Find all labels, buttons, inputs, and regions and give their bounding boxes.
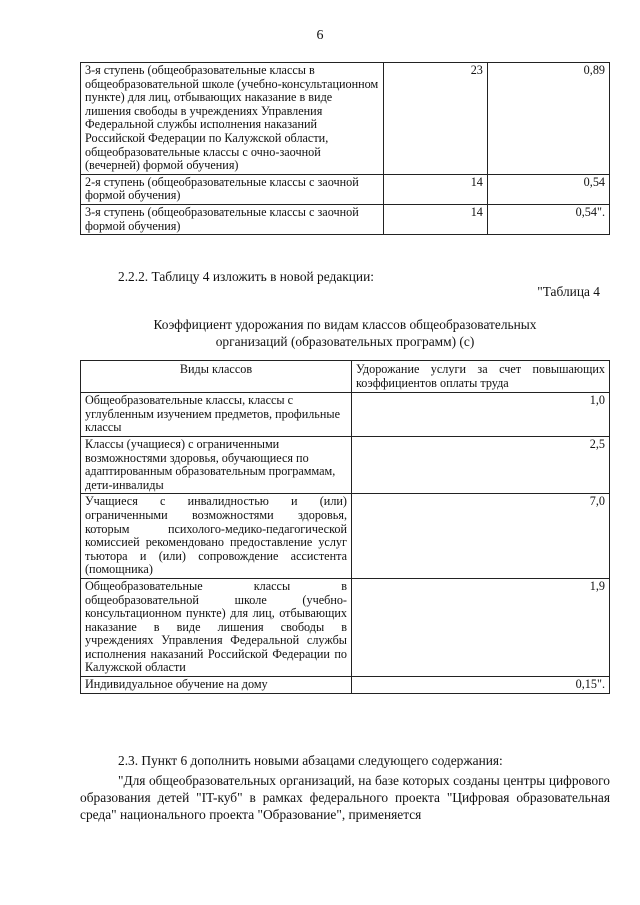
table-label: "Таблица 4 [537,284,600,299]
coefficient-cell: 7,0 [352,494,610,579]
table-row [81,393,610,437]
steps-table [80,62,610,235]
table-row [81,63,610,175]
table-row [81,677,610,694]
coefficient-cell: 0,15". [352,677,610,694]
table-row [81,494,610,579]
table-title [80,316,610,350]
page-number: 6 [316,28,324,43]
table-row [81,578,610,676]
table-row [81,204,610,234]
table-row [81,174,610,204]
row-number: 14 [383,204,487,234]
row-coefficient: 0,54". [487,204,609,234]
row-number: 14 [383,174,487,204]
class-type-cell: Общеобразовательные классы, классы с углубленным изучением предметов, профильные классы [81,393,352,437]
table-row [81,436,610,493]
paragraph-2-3: 2.3. Пункт 6 дополнить новыми абзацами следующего содержания: [118,753,503,768]
row-description: 2-я ступень (общеобразовательные классы с заочной формой обучения) [81,174,384,204]
row-coefficient: 0,54 [487,174,609,204]
table-header-row [81,361,610,393]
paragraph-2-2-2: 2.2.2. Таблицу 4 изложить в новой редакции: [118,269,374,284]
coefficient-table [80,360,610,694]
coefficient-cell: 1,9 [352,578,610,676]
row-number: 23 [383,63,487,175]
class-type-cell: Классы (учащиеся) с ограниченными возможностями здоровья, обучающиеся по адаптированным образовательным программам, дети-инвалиды [81,436,352,493]
row-description: 3-я ступень (общеобразовательные классы в общеобразовательной школе (учебно-консультационном пункте) для лиц, отбывающих наказание в виде лишения свободы в учреждениях Управления Федеральной службы исполнения наказаний Российской Федерации по Калужской области, общеобразовательные классы с очно-заочной (вечерней) формой обучения) [81,63,384,175]
class-type-cell: Индивидуальное обучение на дому [81,677,352,694]
row-coefficient: 0,89 [487,63,609,175]
coefficient-cell: 1,0 [352,393,610,437]
class-type-cell: Учащиеся с инвалидностью и (или) ограниченными возможностями здоровья, которым психолого-медико-педагогической комиссией рекомендовано предоставление услуг тьютора и (или) сопровождение ассистента (помощника) [81,494,352,579]
row-description: 3-я ступень (общеобразовательные классы с заочной формой обучения) [81,204,384,234]
header-cost-increase: Удорожание услуги за счет повышающих коэффициентов оплаты труда [352,361,610,393]
coefficient-cell: 2,5 [352,436,610,493]
header-class-types: Виды классов [81,361,352,393]
class-type-cell: Общеобразовательные классы в общеобразовательной школе (учебно-консультационном пункте) для лиц, отбывающих наказание в виде лишения свободы в учреждениях Управления Федеральной службы исполнения наказаний Российской Федерации по Калужской области [81,578,352,676]
table-title-line-1: Коэффициент удорожания по видам классов общеобразовательных [153,317,537,332]
paragraph-quote: "Для общеобразовательных организаций, на базе которых созданы центры цифрового образования детей "IT-куб" в рамках федерального проекта "Цифровая образовательная среда" национального проекта "Образование", применяется [80,773,610,822]
table-title-line-2: организаций (образовательных программ) (с) [215,334,475,349]
